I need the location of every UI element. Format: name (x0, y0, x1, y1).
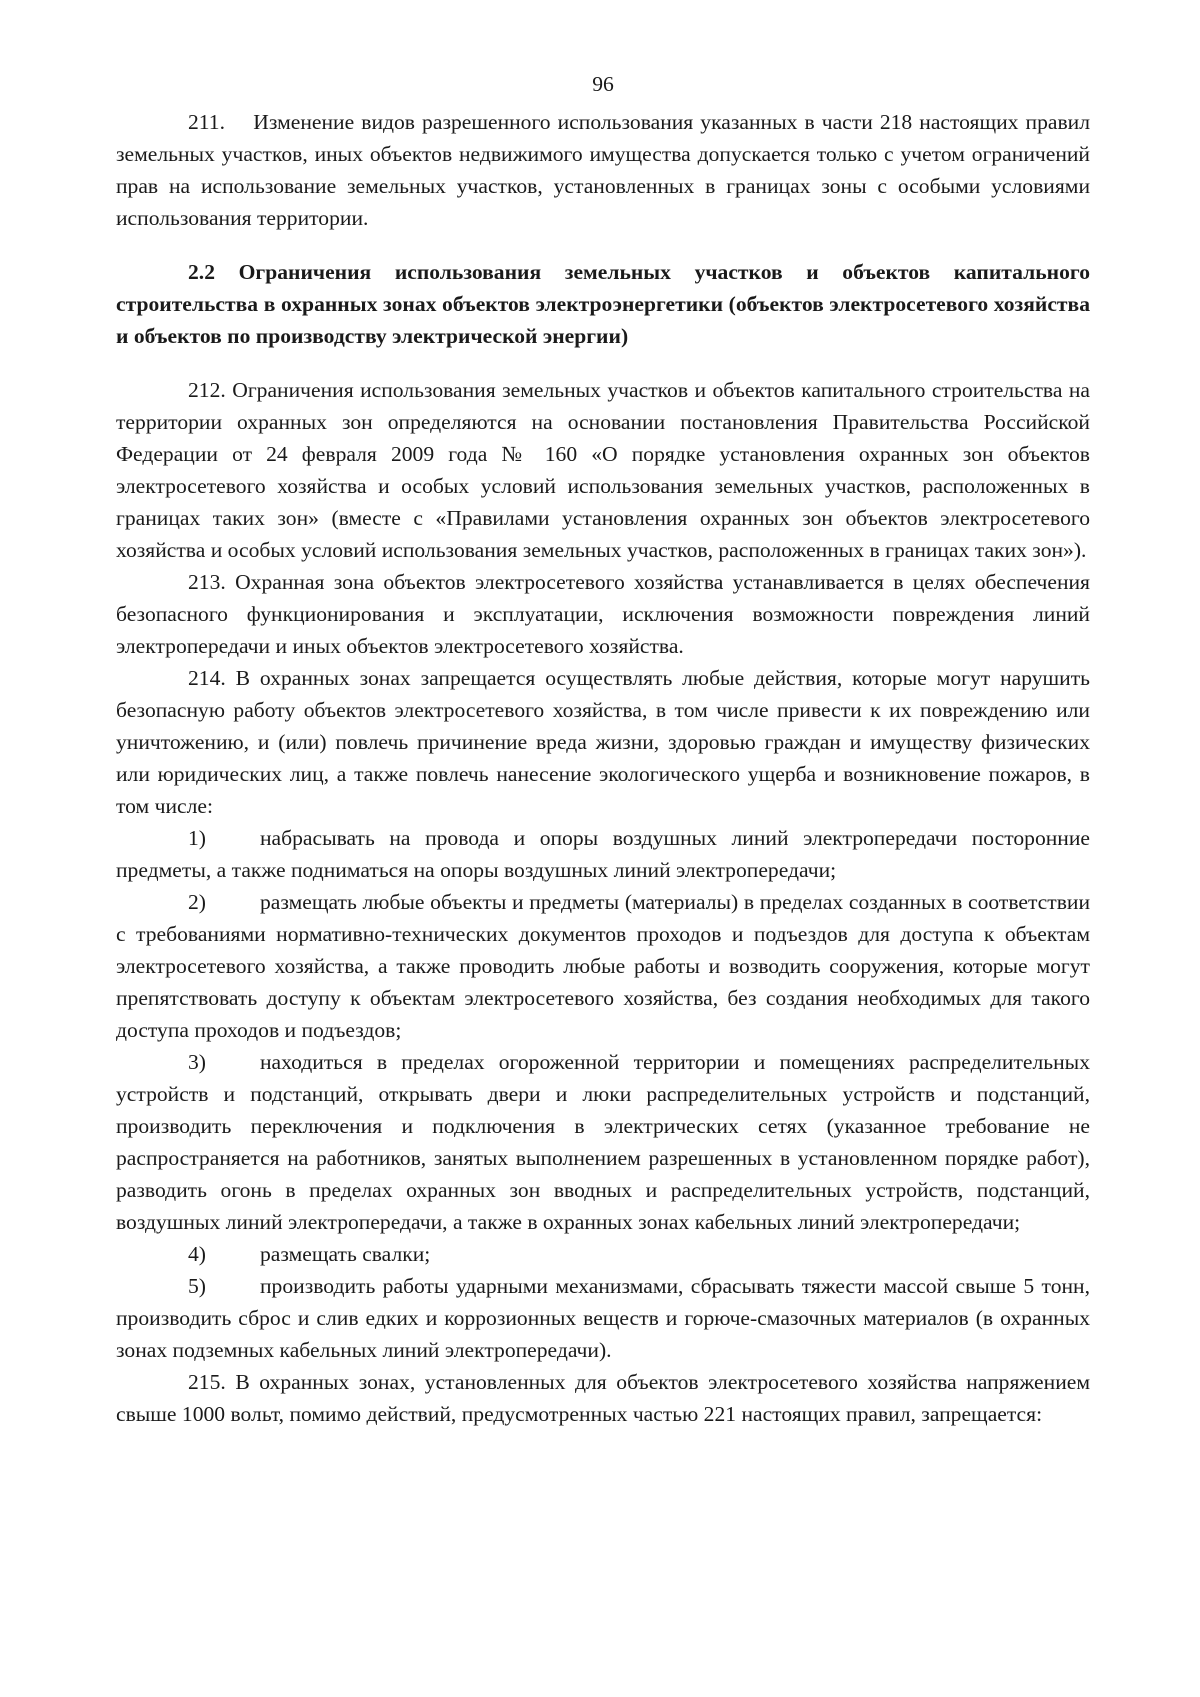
section-heading: 2.2 Ограничения использования земельных участков и объектов капитального строительства в охранных зонах объектов электроэнергетики (объектов электросетевого хозяйства и объектов по производству электрической энергии) (116, 260, 1090, 348)
list-item-text: размещать любые объекты и предметы (материалы) в пределах созданных в соответствии с требованиями нормативно-технических документов проходов и подъездов для доступа к объектам электросетевого хозяйства, а также проводить любые работы и возводить сооружения, которые могут препятствовать доступу к объектам электросетевого хозяйства, без создания необходимых для такого доступа проходов и подъездов; (116, 890, 1090, 1042)
list-item-number: 3) (188, 1050, 206, 1074)
paragraph-213: 213. Охранная зона объектов электросетевого хозяйства устанавливается в целях обеспечения безопасного функционирования и эксплуатации, исключения возможности повреждения линий электропередачи и иных объектов электросетевого хозяйства. (116, 570, 1090, 658)
list-item-number: 2) (188, 890, 206, 914)
list-item (116, 1270, 1090, 1366)
list-item-number: 1) (188, 826, 206, 850)
list-item-text: набрасывать на провода и опоры воздушных линий электропередачи посторонние предметы, а также подниматься на опоры воздушных линий электропередачи; (116, 826, 1090, 882)
page-number: 96 (592, 72, 614, 96)
paragraph-211: 211. Изменение видов разрешенного использования указанных в части 218 настоящих правил земельных участков, иных объектов недвижимого имущества допускается только с учетом ограничений прав на использование земельных участков, установленных в границах зоны с особыми условиями использования территории. (116, 110, 1090, 230)
list-item (116, 886, 1090, 1046)
list-item (116, 822, 1090, 886)
paragraph-215: 215. В охранных зонах, установленных для объектов электросетевого хозяйства напряжением свыше 1000 вольт, помимо действий, предусмотренных частью 221 настоящих правил, запрещается: (116, 1370, 1090, 1426)
paragraph-214: 214. В охранных зонах запрещается осуществлять любые действия, которые могут нарушить безопасную работу объектов электросетевого хозяйства, в том числе привести к их повреждению или уничтожению, и (или) повлечь причинение вреда жизни, здоровью граждан и имуществу физических или юридических лиц, а также повлечь нанесение экологического ущерба и возникновение пожаров, в том числе: (116, 666, 1090, 818)
list-item-text: размещать свалки; (260, 1242, 431, 1266)
list-item-number: 4) (188, 1242, 206, 1266)
list-item-text: находиться в пределах огороженной территории и помещениях распределительных устройств и подстанций, открывать двери и люки распределительных устройств и подстанций, производить переключения и подключения в электрических сетях (указанное требование не распространяется на работников, занятых выполнением разрешенных в установленном порядке работ), разводить огонь в пределах охранных зон вводных и распределительных устройств, подстанций, воздушных линий электропередачи, а также в охранных зонах кабельных линий электропередачи; (116, 1050, 1090, 1234)
list-item (116, 1238, 1090, 1270)
paragraph-212: 212. Ограничения использования земельных участков и объектов капитального строительства на территории охранных зон определяются на основании постановления Правительства Российской Федерации от 24 февраля 2009 года № 160 «О порядке установления охранных зон объектов электросетевого хозяйства и особых условий использования земельных участков, расположенных в границах таких зон» (вместе с «Правилами установления охранных зон объектов электросетевого хозяйства и особых условий использования земельных участков, расположенных в границах таких зон»). (116, 378, 1090, 562)
list-item (116, 1046, 1090, 1238)
list-item-text: производить работы ударными механизмами, сбрасывать тяжести массой свыше 5 тонн, производить сброс и слив едких и коррозионных веществ и горюче-смазочных материалов (в охранных зонах подземных кабельных линий электропередачи). (116, 1274, 1090, 1362)
list-item-number: 5) (188, 1274, 206, 1298)
